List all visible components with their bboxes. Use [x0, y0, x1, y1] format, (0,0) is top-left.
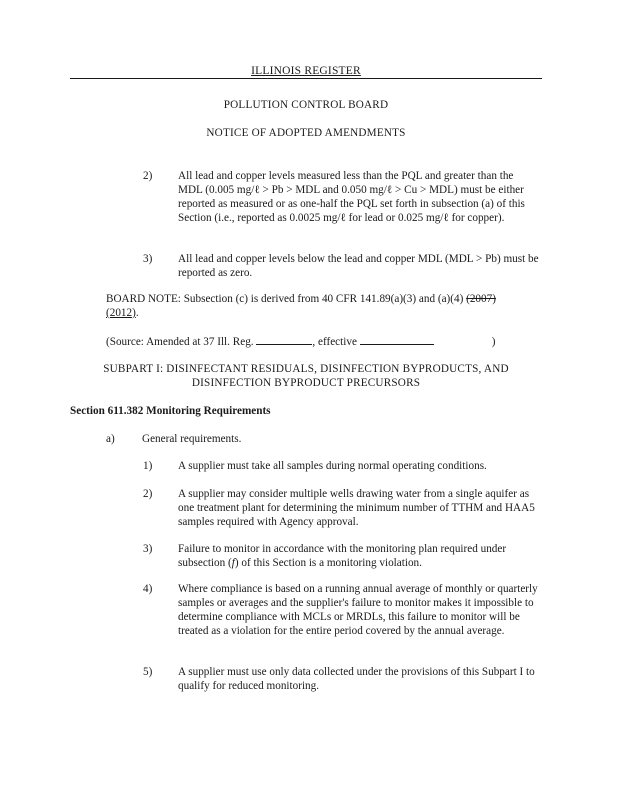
effective-date-blank [360, 334, 434, 345]
header-rule [70, 78, 542, 79]
subpart-heading-line1: SUBPART I: DISINFECTANT RESIDUALS, DISINFECTION BYPRODUCTS, AND [103, 363, 509, 375]
item-number: 2) [143, 170, 153, 182]
item-number: 1) [143, 460, 153, 472]
item-text: A supplier may consider multiple wells drawing water from a single aquifer as one treatment plant for determining the minimum number of TTHM and HAA5 samples required with Agency approval. [178, 488, 535, 528]
item-text: A supplier must use only data collected under the provisions of this Subpart I to qualify for reduced monitoring. [178, 666, 535, 692]
register-header [70, 64, 542, 78]
source-middle: , effective [312, 336, 360, 348]
source-suffix: ) [491, 336, 496, 348]
notice-title: NOTICE OF ADOPTED AMENDMENTS [206, 127, 406, 139]
item-number: 4) [143, 583, 153, 595]
register-title: ILLINOIS REGISTER [251, 65, 361, 77]
inserted-citation: (2012) [106, 307, 136, 319]
item-text: All lead and copper levels measured less than the PQL and greater than the MDL (0.005 mg/ℓ > Pb > MDL and 0.050 mg/ℓ > Cu > MDL) must be either reported as measured or as one-half the PQL set forth in subsection (a) of this Section (i.e., reported as 0.0025 mg/ℓ for lead or 0.025 mg/ℓ for copper). [178, 170, 525, 224]
item-text: All lead and copper levels below the lead and copper MDL (MDL > Pb) must be reported as zero. [178, 253, 539, 279]
item-number: 3) [143, 253, 153, 265]
board-note-period: . [135, 307, 139, 319]
board-name: POLLUTION CONTROL BOARD [223, 99, 389, 111]
item-text: Where compliance is based on a running annual average of monthly or quarterly samples or averages and the supplier's failure to monitor makes it impossible to determine compliance with MCLs or MRDLs, this failure to monitor will be treated as a violation for the entire period covered by the annual average. [178, 583, 538, 637]
item-text-part: ) of this Section is a monitoring violation. [234, 557, 422, 569]
item-text-part: Failure to monitor in accordance with the monitoring plan required under subsection ( [178, 543, 507, 569]
item-number: 2) [143, 488, 153, 500]
item-text: A supplier must take all samples during normal operating conditions. [178, 460, 487, 472]
subsection-title: General requirements. [142, 433, 242, 445]
item-number: 3) [143, 543, 153, 555]
register-page-blank [256, 334, 312, 345]
subsection-number: a) [106, 433, 115, 445]
item-text-italic: f [231, 557, 235, 569]
source-prefix: (Source: Amended at 37 Ill. Reg. [106, 336, 257, 348]
source-line [106, 334, 542, 349]
item-number: 5) [143, 666, 153, 678]
section-heading: Section 611.382 Monitoring Requirements [70, 405, 271, 417]
item-text [178, 542, 540, 570]
board-note-text: BOARD NOTE: Subsection (c) is derived from 40 CFR 141.89(a)(3) and (a)(4) [106, 293, 467, 305]
board-note [106, 292, 542, 320]
subpart-heading-line2: DISINFECTION BYPRODUCT PRECURSORS [191, 377, 421, 389]
struck-citation: (2007) [466, 293, 496, 305]
